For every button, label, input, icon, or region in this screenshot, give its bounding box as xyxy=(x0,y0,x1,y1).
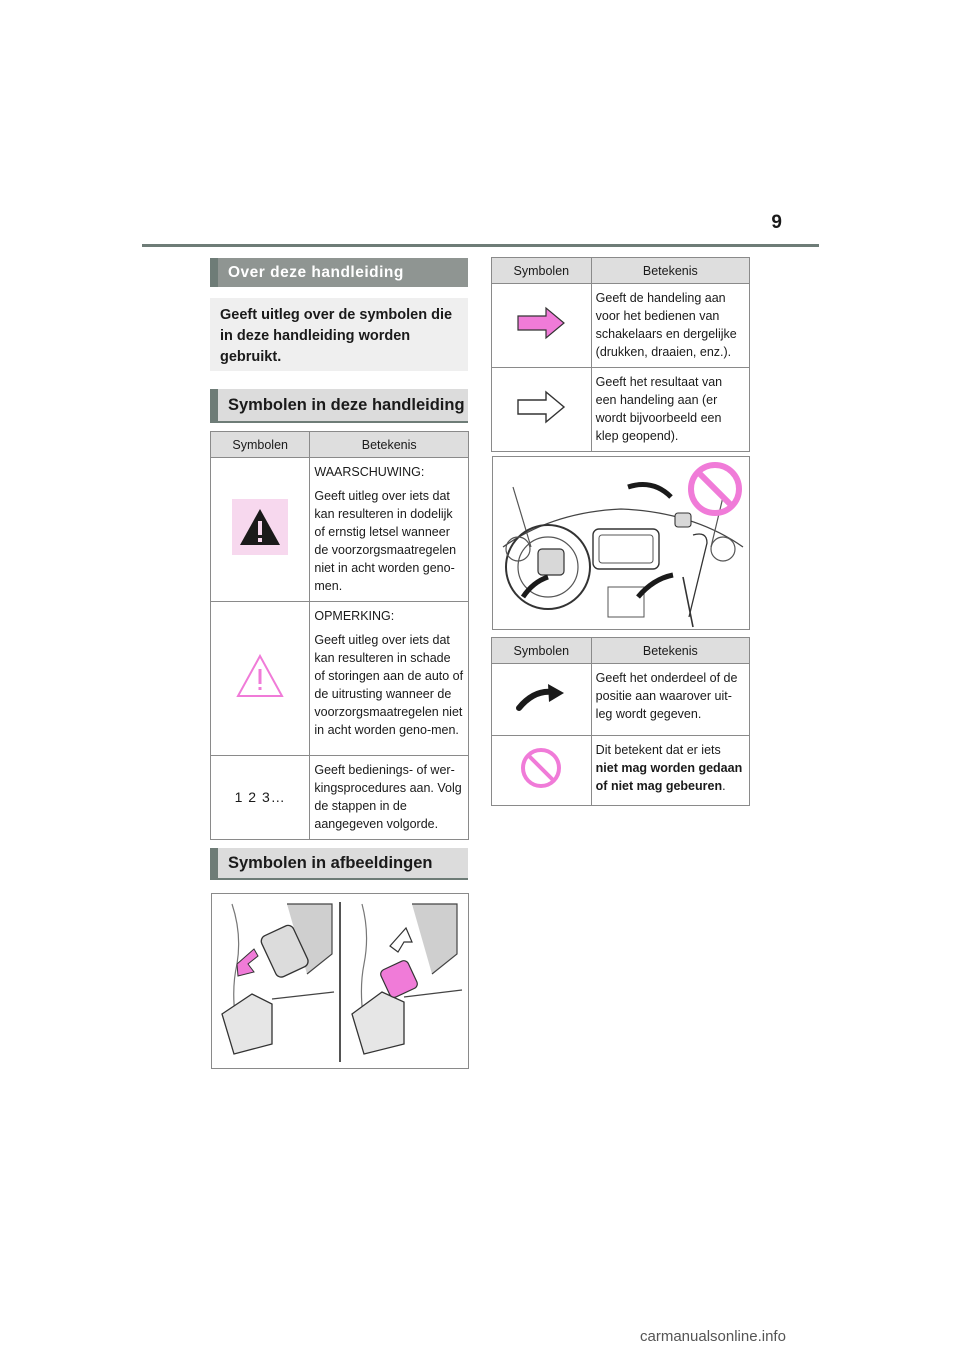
section-intro: Geeft uitleg over de symbolen die in deze handleiding worden gebruikt. xyxy=(210,298,468,371)
section-title-illustration-symbols: Symbolen in afbeeldingen xyxy=(210,848,468,878)
table-header-meaning: Betekenis xyxy=(310,432,469,458)
curved-arrow-icon xyxy=(516,682,566,712)
steps-text: Geeft bedienings- of wer-kingsprocedures aan. Volg de stappen in de aangegeven volgorde. xyxy=(314,763,462,831)
table-row xyxy=(211,458,469,602)
warning-triangle-icon xyxy=(232,499,288,555)
table-row xyxy=(492,368,750,452)
prohibited-icon xyxy=(519,746,563,790)
table-header-symbol: Symbolen xyxy=(492,638,592,664)
warning-label: WAARSCHUWING: xyxy=(314,465,425,479)
prohibited-text-after: . xyxy=(722,779,726,793)
header-rule xyxy=(142,244,819,247)
prohibited-text-bold: niet mag worden gedaan of niet mag gebeuren xyxy=(595,761,743,793)
pink-arrow-text: Geeft de handeling aan voor het bedienen van schakelaars en dergelijke (drukken, draaien, enz.). xyxy=(595,291,737,359)
table-header-symbol: Symbolen xyxy=(211,432,310,458)
location-symbols-table xyxy=(491,637,750,806)
table-header-symbol: Symbolen xyxy=(492,258,592,284)
notice-triangle-icon xyxy=(235,653,285,699)
table-row xyxy=(492,284,750,368)
table-row xyxy=(492,736,750,806)
table-row xyxy=(211,602,469,756)
notice-label: OPMERKING: xyxy=(314,609,395,623)
notice-text: Geeft uitleg over iets dat kan resulteren in schade of storingen aan de auto of de uitrusting wanneer de voorzorgsmaatregelen niet in acht worden geno-men. xyxy=(314,633,464,737)
section-underline xyxy=(210,421,468,423)
dashboard-illustration xyxy=(492,456,750,630)
table-row xyxy=(492,664,750,736)
outline-arrow-icon xyxy=(516,390,566,424)
section-title-about: Over deze handleiding xyxy=(210,258,468,287)
watermark: carmanualsonline.info xyxy=(640,1328,786,1345)
table-header-meaning: Betekenis xyxy=(591,638,749,664)
action-symbols-table xyxy=(491,257,750,452)
curved-arrow-text: Geeft het onderdeel of de positie aan waarover uit-leg wordt gegeven. xyxy=(595,671,738,721)
section-title-manual-symbols: Symbolen in deze handleiding xyxy=(210,389,468,421)
steps-numbers-icon: 1 2 3… xyxy=(234,789,286,805)
outline-arrow-text: Geeft het resultaat van een handeling aan (er wordt bijvoorbeeld een klep geopend). xyxy=(595,375,723,443)
section-underline xyxy=(210,878,468,880)
seatbelt-illustration xyxy=(211,893,469,1069)
prohibited-text-before: Dit betekent dat er iets xyxy=(595,743,721,757)
manual-symbols-table xyxy=(210,431,469,840)
warning-text: Geeft uitleg over iets dat kan resulteren in dodelijk of ernstig letsel wanneer de voorzorgsmaatregelen niet in acht worden geno-men. xyxy=(314,489,457,593)
table-row xyxy=(211,756,469,840)
table-header-meaning: Betekenis xyxy=(591,258,749,284)
page-number: 9 xyxy=(771,212,782,233)
pink-arrow-icon xyxy=(516,306,566,340)
